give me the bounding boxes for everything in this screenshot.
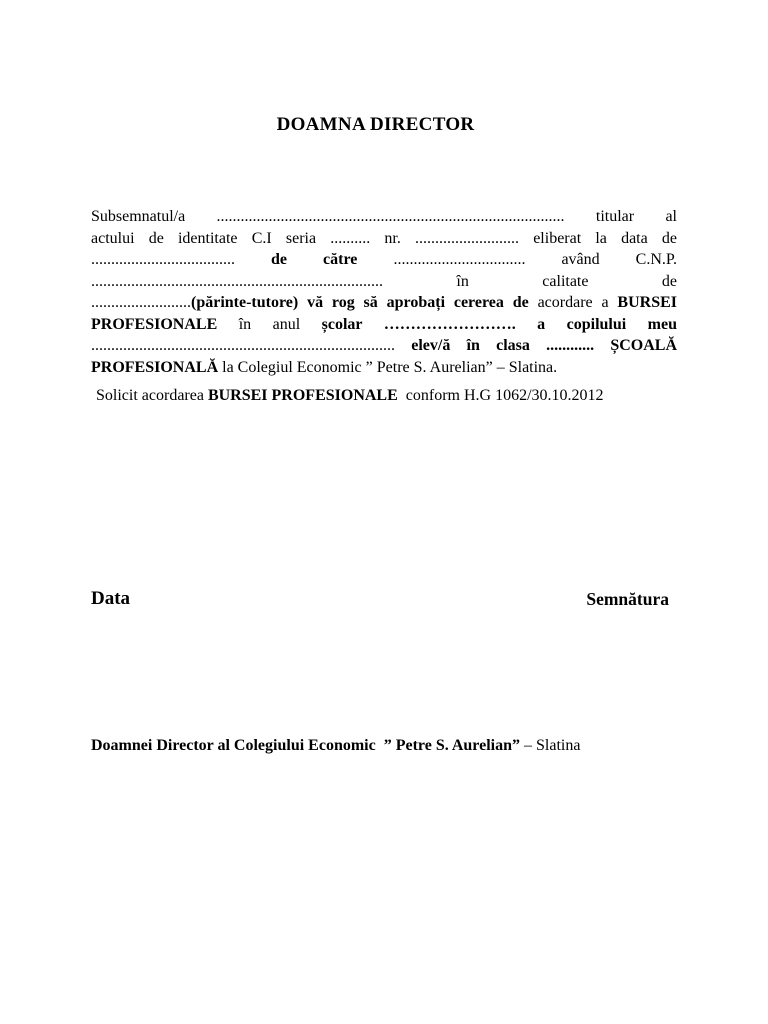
paragraph-line-6: [91, 314, 677, 336]
paragraph-line-8-part-b: la Colegiul Economic ” Petre S. Aurelian” – Slatina.: [218, 358, 558, 376]
paragraph-line-5-part-c: acordare a: [528, 294, 618, 311]
paragraph-line-2: [91, 228, 677, 250]
paragraph-line-3-part-c: ................................. având C.N.P.: [393, 251, 677, 268]
paragraph-line-5: [91, 292, 677, 314]
paragraph-line-5-part-d: BURSEI: [617, 294, 677, 311]
request-paragraph: [91, 206, 677, 378]
signature-label: Semnătura: [586, 589, 669, 609]
footer-bold: Doamnei Director al Colegiului Economic ” Petre S. Aurelian”: [91, 737, 520, 754]
paragraph-line-6-part-c: școlar ……………………. a copilului meu: [321, 315, 677, 333]
paragraph-line-1-text: Subsemnatul/a ....................................................................................... titular al: [91, 208, 677, 225]
paragraph-line-3: [91, 249, 677, 271]
solicit-line: [96, 387, 604, 405]
paragraph-line-5-part-a: .........................: [91, 294, 191, 311]
solicit-bold: BURSEI PROFESIONALE: [207, 387, 398, 404]
paragraph-line-3-part-b: de către: [271, 251, 358, 268]
solicit-suffix: conform H.G 1062/30.10.2012: [397, 387, 604, 404]
paragraph-line-6-part-a: PROFESIONALE: [91, 315, 218, 333]
paragraph-line-4-text: ......................................................................... în calitate de: [91, 272, 677, 290]
paragraph-line-1: [91, 206, 677, 228]
paragraph-line-8-part-a: PROFESIONALĂ: [91, 358, 219, 376]
footer-normal: – Slatina: [520, 737, 581, 754]
paragraph-line-2-text: actului de identitate C.I seria .......... nr. .......................... eliberat la data de: [91, 229, 677, 247]
addressee-footer: [91, 737, 580, 755]
document-title: [0, 114, 768, 136]
solicit-prefix: Solicit acordarea: [96, 387, 208, 404]
document-title-text: DOAMNA DIRECTOR: [276, 114, 475, 135]
paragraph-line-3-part-a: ....................................: [91, 251, 272, 268]
paragraph-line-7-part-b: elev/ă în clasa ............ ȘCOALĂ: [411, 337, 677, 354]
paragraph-line-7: [91, 335, 677, 357]
date-label: Data: [91, 588, 131, 609]
paragraph-line-6-part-b: în anul: [217, 315, 322, 333]
paragraph-line-7-part-a: ............................................................................: [91, 337, 412, 354]
paragraph-line-4: [91, 271, 677, 293]
paragraph-line-5-part-b: (părinte-tutore) vă rog să aprobați cererea de: [191, 294, 529, 311]
paragraph-line-8: [91, 357, 677, 379]
